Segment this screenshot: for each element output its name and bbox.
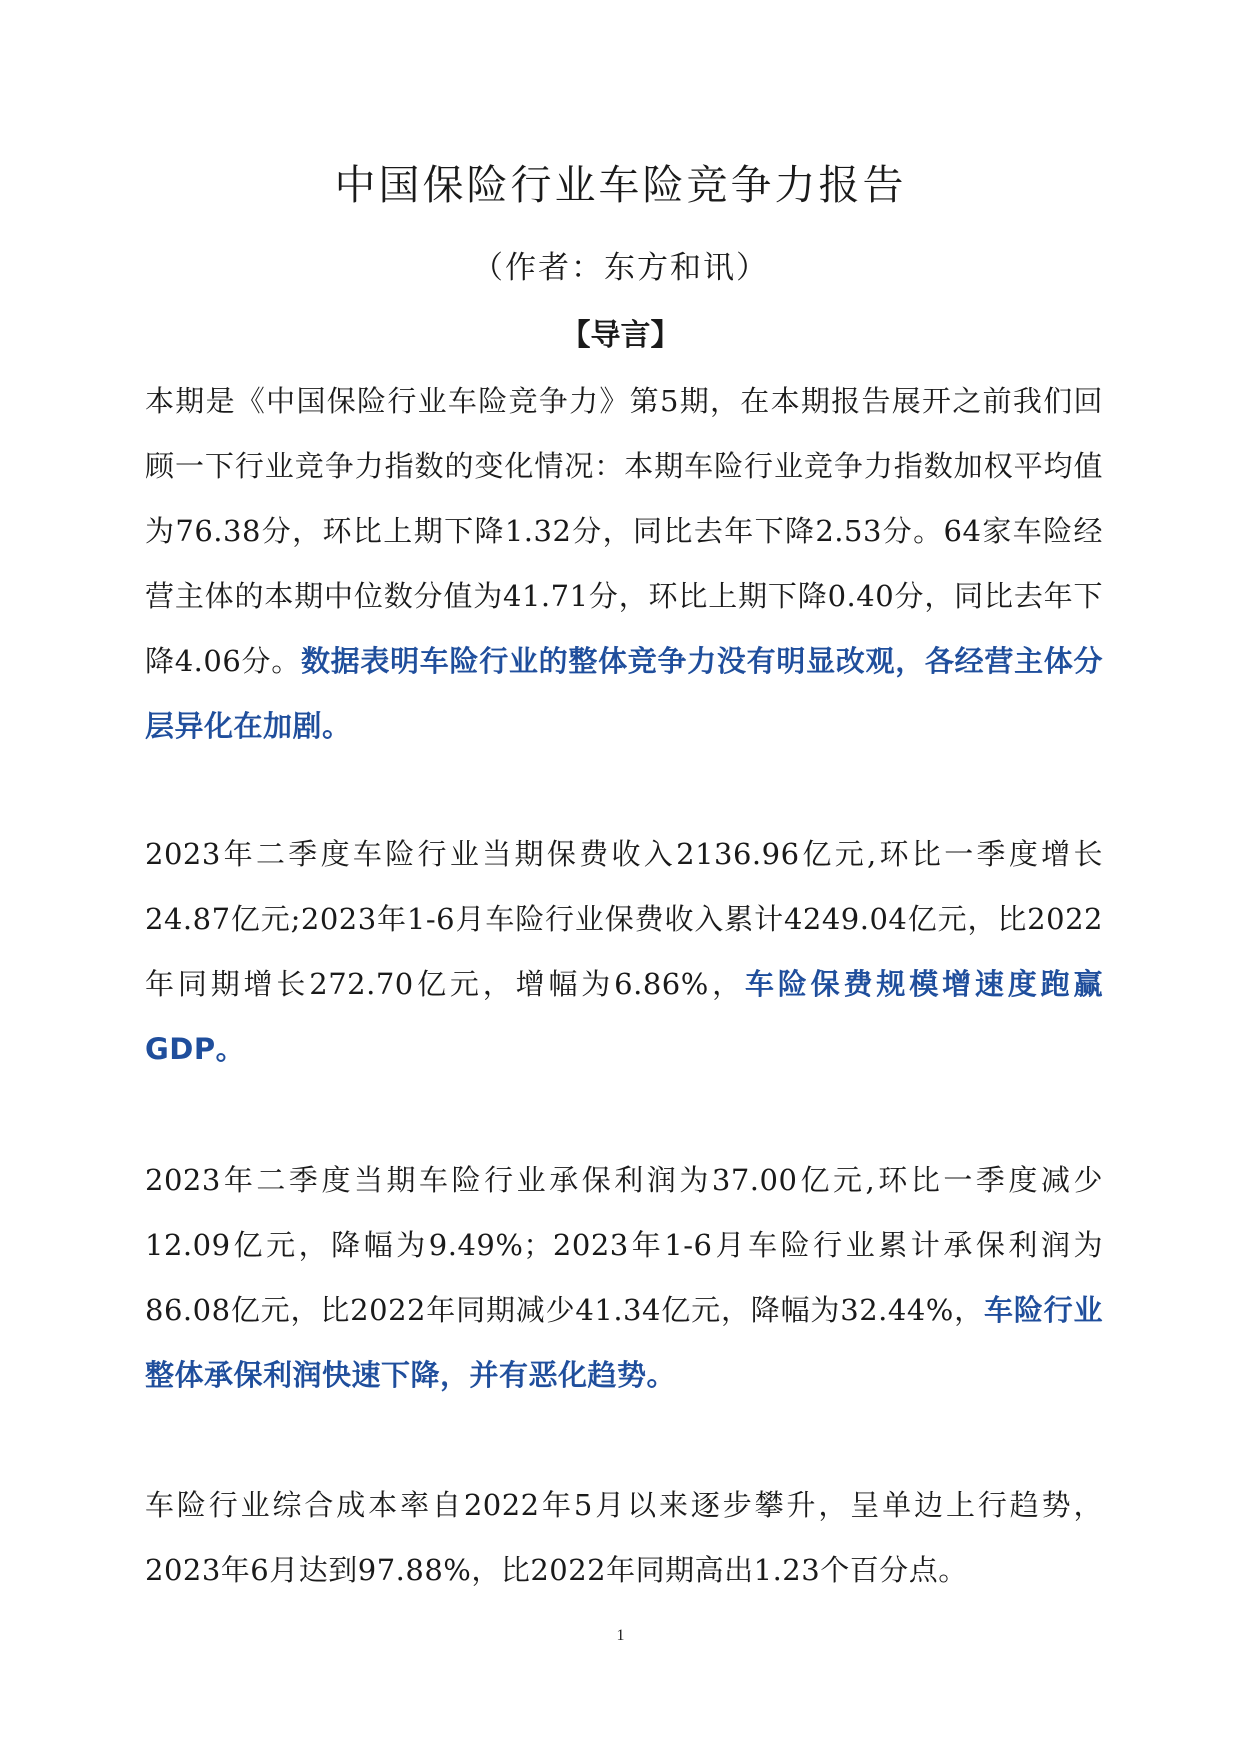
paragraph-underwriting-profit <box>145 1148 1103 1408</box>
paragraph-highlight: 数据表明车险行业的整体竞争力没有明显改观，各经营主体分层异化在加剧。 <box>145 644 1103 743</box>
section-heading-introduction: 【导言】 <box>560 318 681 353</box>
paragraph-text: 2023年二季度车险行业当期保费收入2136.96亿元,环比一季度增长24.87亿元;2023年1-6月车险行业保费收入累计4249.04亿元，比2022年同期增长272.70亿元，增幅为6.86%， <box>145 837 1103 1001</box>
page-number: 1 <box>616 1627 625 1644</box>
paragraph-highlight: 车险保费规模增速度跑赢GDP。 <box>145 967 1103 1066</box>
author-line: （作者：东方和讯） <box>472 250 769 286</box>
paragraph-text: 车险行业综合成本率自2022年5月以来逐步攀升，呈单边上行趋势，2023年6月达到97.88%，比2022年同期高出1.23个百分点。 <box>145 1488 1103 1587</box>
paragraph-overview <box>145 369 1103 759</box>
paragraph-text: 2023年二季度当期车险行业承保利润为37.00亿元,环比一季度减少12.09亿元，降幅为9.49%；2023年1-6月车险行业累计承保利润为86.08亿元，比2022年同期减少41.34亿元，降幅为32.44%， <box>145 1163 1103 1327</box>
paragraph-combined-ratio <box>145 1473 1103 1603</box>
paragraph-premium-income <box>145 822 1103 1082</box>
paragraph-highlight: 车险行业整体承保利润快速下降，并有恶化趋势。 <box>145 1293 1103 1392</box>
document-title: 中国保险行业车险竞争力报告 <box>334 161 907 209</box>
paragraph-text: 本期是《中国保险行业车险竞争力》第5期，在本期报告展开之前我们回顾一下行业竞争力指数的变化情况：本期车险行业竞争力指数加权平均值为76.38分，环比上期下降1.32分，同比去年下降2.53分。64家车险经营主体的本期中位数分值为41.71分，环比上期下降0.40分，同比去年下降4.06分。 <box>145 384 1103 678</box>
